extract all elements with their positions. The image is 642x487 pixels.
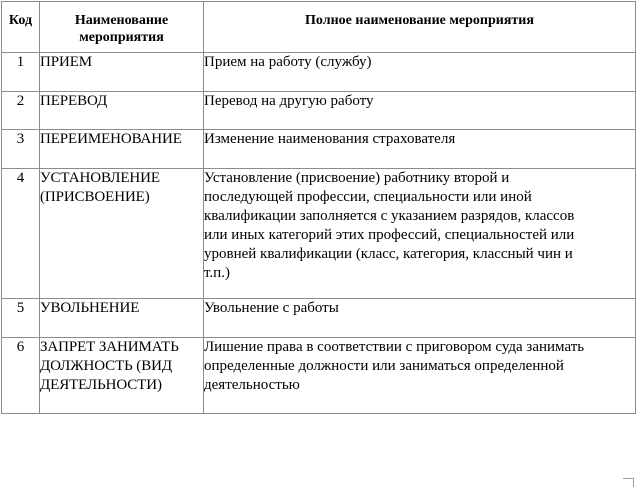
row-code: 6 [2, 338, 40, 414]
row-short-name: ПЕРЕИМЕНОВАНИЕ [40, 130, 204, 169]
row-code: 4 [2, 169, 40, 299]
row-code: 2 [2, 92, 40, 130]
row-short-name: УВОЛЬНЕНИЕ [40, 299, 204, 338]
table-row [2, 130, 636, 169]
row-full-name: Изменение наименования страхователя [204, 130, 636, 169]
row-code: 3 [2, 130, 40, 169]
events-table [1, 1, 636, 414]
row-short-name: ЗАПРЕТ ЗАНИМАТЬ ДОЛЖНОСТЬ (ВИД ДЕЯТЕЛЬНОСТИ) [40, 338, 204, 414]
table-row [2, 299, 636, 338]
row-short-name: УСТАНОВЛЕНИЕ (ПРИСВОЕНИЕ) [40, 169, 204, 299]
row-full-name: Лишение права в соответствии с приговором суда занимать определенные должности или заниматься определенной деятельностью [204, 338, 636, 414]
row-short-name: ПЕРЕВОД [40, 92, 204, 130]
paragraph-mark-horizontal [623, 478, 633, 479]
row-full-name: Перевод на другую работу [204, 92, 636, 130]
row-full-name: Прием на работу (службу) [204, 53, 636, 92]
table-row [2, 338, 636, 414]
row-short-name: ПРИЕМ [40, 53, 204, 92]
table-row [2, 169, 636, 299]
row-code: 5 [2, 299, 40, 338]
table-row [2, 53, 636, 92]
row-code: 1 [2, 53, 40, 92]
paragraph-mark-vertical [633, 478, 634, 487]
table-row [2, 92, 636, 130]
row-full-name: Увольнение с работы [204, 299, 636, 338]
header-short-name: Наименование мероприятия [40, 2, 204, 53]
row-full-name: Установление (присвоение) работнику второй и последующей профессии, специальности или иной квалификации заполняется с указанием разрядов, классов или иных категорий этих профессий, специальностей или уровней квалификации (класс, категория, классный чин и т.п.) [204, 169, 636, 299]
header-code: Код [2, 2, 40, 53]
header-full-name: Полное наименование мероприятия [204, 2, 636, 53]
table-header-row [2, 2, 636, 53]
